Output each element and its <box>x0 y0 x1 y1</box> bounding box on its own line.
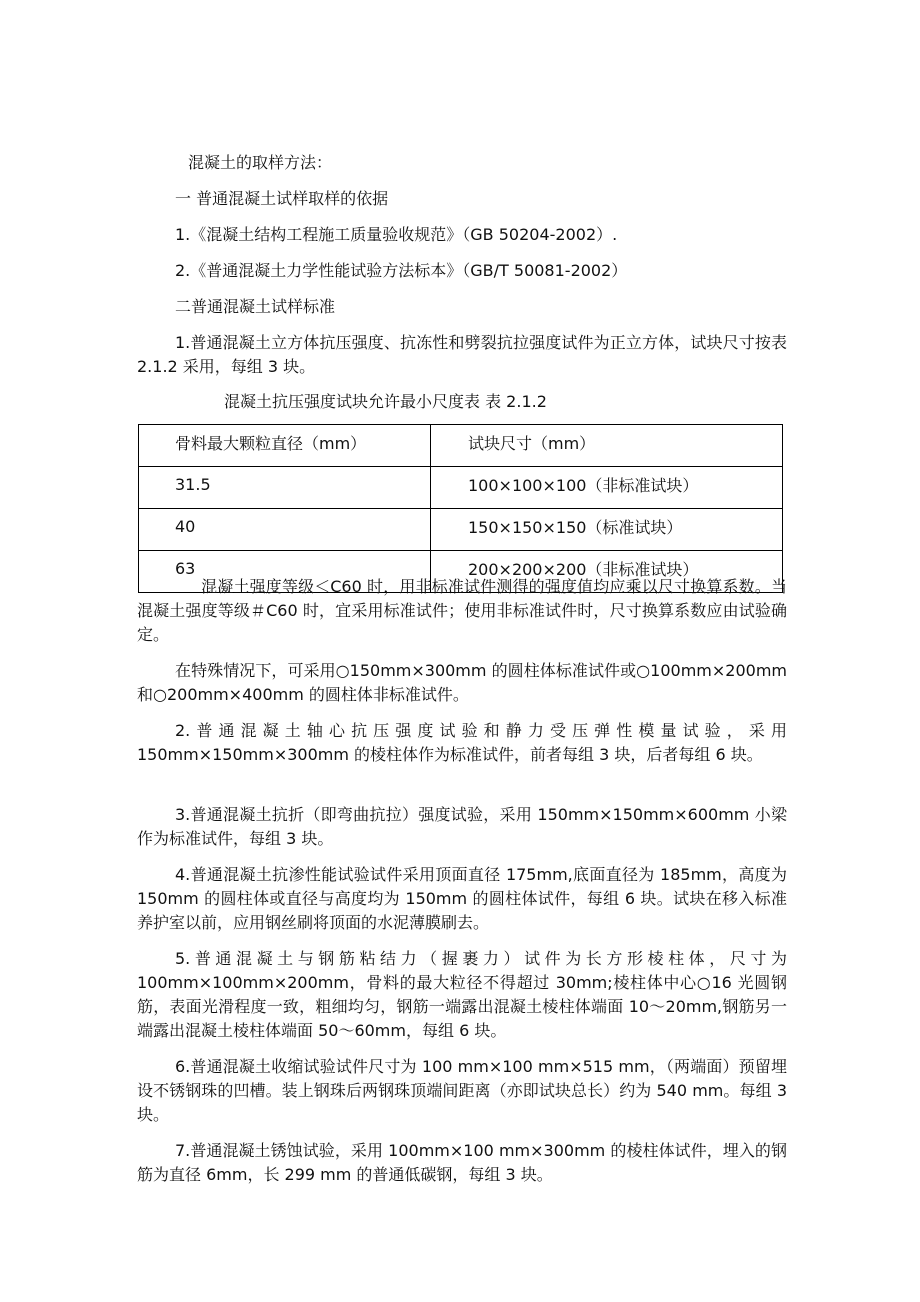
paragraph-item-1-text: 1.普通混凝土立方体抗压强度、抗冻性和劈裂抗拉强度试件为正立方体，试块尺寸按表 2.1.2 采用，每组 3 块。 <box>137 333 787 376</box>
table-header-row <box>139 425 783 467</box>
specimen-size-table <box>138 424 783 593</box>
section-2-title: 二普通混凝土试样标准 <box>175 297 336 316</box>
paragraph-item-3-text: 3.普通混凝土抗折（即弯曲抗拉）强度试验，采用 150mm×150mm×600mm 小梁作为标准试件，每组 3 块。 <box>137 805 787 848</box>
table-header-cell: 试块尺寸（mm） <box>431 425 783 467</box>
paragraph-item-5-text: 5.普通混凝土与钢筋粘结力（握裹力）试件为长方形棱柱体，尺寸为 100mm×100mm×200mm，骨料的最大粒径不得超过 30mm;棱柱体中心○16 光圆钢筋，表面光滑程度一致，粗细均匀，钢筋一端露出混凝土棱柱体端面 10～20mm,钢筋另一端露出混凝土棱柱体端面 50～60mm，每组 6 块。 <box>137 949 787 1040</box>
section-1-title: 一 普通混凝土试样取样的依据 <box>175 189 389 208</box>
paragraph-note-2 <box>137 659 787 707</box>
reference-item-1: 1.《混凝土结构工程施工质量验收规范》（GB 50204-2002）. <box>175 225 618 244</box>
table-cell: 31.5 <box>139 467 431 509</box>
table-cell: 100×100×100（非标准试块） <box>431 467 783 509</box>
paragraph-note-2-text: 在特殊情况下，可采用○150mm×300mm 的圆柱体标准试件或○100mm×200mm 和○200mm×400mm 的圆柱体非标准试件。 <box>137 661 787 704</box>
paragraph-item-1 <box>137 331 787 379</box>
reference-item-2: 2.《普通混凝土力学性能试验方法标本》（GB/T 50081-2002） <box>175 261 628 280</box>
paragraph-note-1 <box>137 575 787 647</box>
paragraph-item-3 <box>137 803 787 851</box>
paragraph-item-7 <box>137 1139 787 1187</box>
table-cell: 63 <box>139 551 431 593</box>
paragraph-item-6 <box>137 1055 787 1127</box>
table-cell: 150×150×150（标准试块） <box>431 509 783 551</box>
paragraph-note-1-text: 混凝土强度等级＜C60 时，用非标准试件测得的强度值均应乘以尺寸换算系数。当混凝土强度等级＃C60 时，宜采用标准试件；使用非标准试件时，尺寸换算系数应由试验确定。 <box>137 577 787 644</box>
table-row <box>139 467 783 509</box>
table-cell: 40 <box>139 509 431 551</box>
paragraph-item-5 <box>137 947 787 1043</box>
table-cell: 200×200×200（非标准试块） <box>431 551 783 593</box>
table-caption: 混凝土抗压强度试块允许最小尺度表 表 2.1.2 <box>224 392 547 411</box>
table-row <box>139 509 783 551</box>
main-heading: 混凝土的取样方法： <box>188 153 333 172</box>
paragraph-item-4-text: 4.普通混凝土抗渗性能试验试件采用顶面直径 175mm,底面直径为 185mm，高度为 150mm 的圆柱体或直径与高度均为 150mm 的圆柱体试件，每组 6 块。试块在移入标准养护室以前，应用钢丝刷将顶面的水泥薄膜刷去。 <box>137 865 787 932</box>
paragraph-item-2 <box>137 719 787 767</box>
table-header-cell: 骨料最大颗粒直径（mm） <box>139 425 431 467</box>
paragraph-item-7-text: 7.普通混凝土锈蚀试验，采用 100mm×100 mm×300mm 的棱柱体试件，埋入的钢筋为直径 6mm，长 299 mm 的普通低碳钢，每组 3 块。 <box>137 1141 787 1184</box>
paragraph-item-2-text: 2.普通混凝土轴心抗压强度试验和静力受压弹性模量试验，采用 150mm×150mm×300mm 的棱柱体作为标准试件，前者每组 3 块，后者每组 6 块。 <box>137 721 787 764</box>
paragraph-item-4 <box>137 863 787 935</box>
paragraph-item-6-text: 6.普通混凝土收缩试验试件尺寸为 100 mm×100 mm×515 mm，（两端面）预留埋设不锈钢珠的凹槽。装上钢珠后两钢珠顶端间距离（亦即试块总长）约为 540 mm。每组 3 块。 <box>137 1057 787 1124</box>
